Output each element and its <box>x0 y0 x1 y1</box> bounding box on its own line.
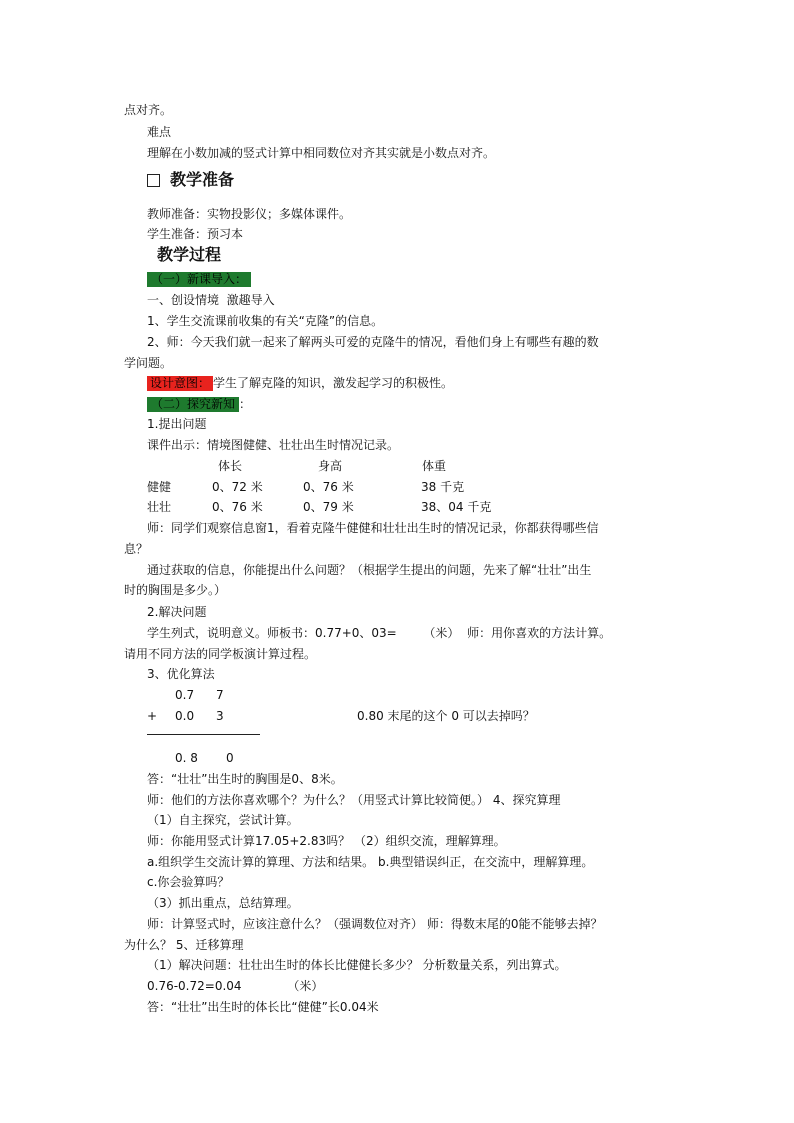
text-line: 学生列式，说明意义。师板书：0.77+0、03= （米） 师：用你喜欢的方法计算。 <box>147 626 612 640</box>
difficulty-text: 理解在小数加减的竖式计算中相同数位对齐其实就是小数点对齐。 <box>147 146 496 160</box>
text-line: 2.解决问题 <box>147 605 207 619</box>
calc-digit: 0.7 <box>175 688 195 702</box>
calc-divider <box>147 734 260 735</box>
calc-digit: 0.0 <box>175 709 195 723</box>
text-line: 一、创设情境 激趣导入 <box>147 293 275 307</box>
prep-heading <box>147 169 234 191</box>
text-line: c.你会验算吗？ <box>147 875 230 889</box>
text-line: 3、优化算法 <box>147 667 215 681</box>
prep-title: 教学准备 <box>170 170 235 189</box>
table-cell: 0、79 米 <box>303 500 354 514</box>
checkbox-icon <box>147 174 160 187</box>
design-intent-label: 设计意图： <box>147 376 213 391</box>
section-1-label <box>147 271 251 287</box>
section-2-highlight: （二）探究新知 <box>147 397 239 412</box>
design-intent <box>147 375 453 391</box>
difficulty-heading: 难点 <box>147 125 172 139</box>
text-line: （3）抓出重点，总结算理。 <box>147 896 299 910</box>
text-line: 师：计算竖式时，应该注意什么？（强调数位对齐） 师：得数末尾的0能不能够去掉？ <box>147 917 603 931</box>
text-line: 师：他们的方法你喜欢哪个？为什么？（用竖式计算比较简便。） 4、探究算理 <box>147 793 561 807</box>
calc-digit: 0 <box>226 751 234 765</box>
text-line: 答：“壮壮”出生时的胸围是0、8米。 <box>147 772 343 786</box>
student-prep: 学生准备：预习本 <box>147 227 244 241</box>
table-header: 身高 <box>318 459 343 473</box>
design-intent-text: 学生了解克隆的知识，激发起学习的积极性。 <box>213 376 454 390</box>
text-line: 1.提出问题 <box>147 417 207 431</box>
text-line: 答：“壮壮”出生时的体长比“健健”长0.04米 <box>147 1000 379 1014</box>
text-line: 0.76-0.72=0.04 （米） <box>147 979 324 993</box>
text-line: 1、学生交流课前收集的有关“克隆”的信息。 <box>147 314 384 328</box>
text-line: 时的胸围是多少。） <box>124 583 227 597</box>
text-line: 为什么？ 5、迁移算理 <box>124 938 244 952</box>
table-cell: 健健 <box>147 480 172 494</box>
table-cell: 0、72 米 <box>212 480 263 494</box>
text-line: 课件出示：情境图健健、壮壮出生时情况记录。 <box>147 438 400 452</box>
table-cell: 0、76 米 <box>212 500 263 514</box>
calc-question: 0.80 末尾的这个 0 可以去掉吗？ <box>357 709 535 723</box>
text-line: 师：你能用竖式计算17.05+2.83吗？ （2）组织交流，理解算理。 <box>147 834 506 848</box>
section-2-label: （二）探究新知 ： <box>147 396 251 412</box>
table-header: 体重 <box>422 459 447 473</box>
calc-digit: 7 <box>216 688 224 702</box>
text-line: 2、师：今天我们就一起来了解两头可爱的克隆牛的情况，看他们身上有哪些有趣的数 <box>147 335 599 349</box>
text-line: 学问题。 <box>124 356 173 370</box>
text-line: 师：同学们观察信息窗1，看着克隆牛健健和壮壮出生时的情况记录，你都获得哪些信 <box>147 521 599 535</box>
text-line: 请用不同方法的同学板演计算过程。 <box>124 647 317 661</box>
table-cell: 38、04 千克 <box>421 500 492 514</box>
table-header: 体长 <box>218 459 243 473</box>
table-cell: 38 千克 <box>421 480 465 494</box>
table-cell: 0、76 米 <box>303 480 354 494</box>
text-line: a.组织学生交流计算的算理、方法和结果。 b.典型错误纠正，在交流中，理解算理。 <box>147 855 594 869</box>
table-cell: 壮壮 <box>147 500 172 514</box>
teacher-prep: 教师准备：实物投影仪；多媒体课件。 <box>147 207 352 221</box>
section-1-highlight: （一）新课导入： <box>147 272 251 287</box>
calc-plus: + <box>147 709 158 723</box>
text-line: 息？ <box>124 542 149 556</box>
calc-digit: 3 <box>216 709 224 723</box>
text-line: （1）自主探究，尝试计算。 <box>147 813 299 827</box>
text-line: （1）解决问题：壮壮出生时的体长比健健长多少？ 分析数量关系，列出算式。 <box>147 958 567 972</box>
calc-digit: 0. 8 <box>175 751 198 765</box>
text-line: 通过获取的信息，你能提出什么问题？（根据学生提出的问题，先来了解“壮壮”出生 <box>147 563 592 577</box>
process-title: 教学过程 <box>157 245 222 264</box>
text-line: 点对齐。 <box>124 103 173 117</box>
